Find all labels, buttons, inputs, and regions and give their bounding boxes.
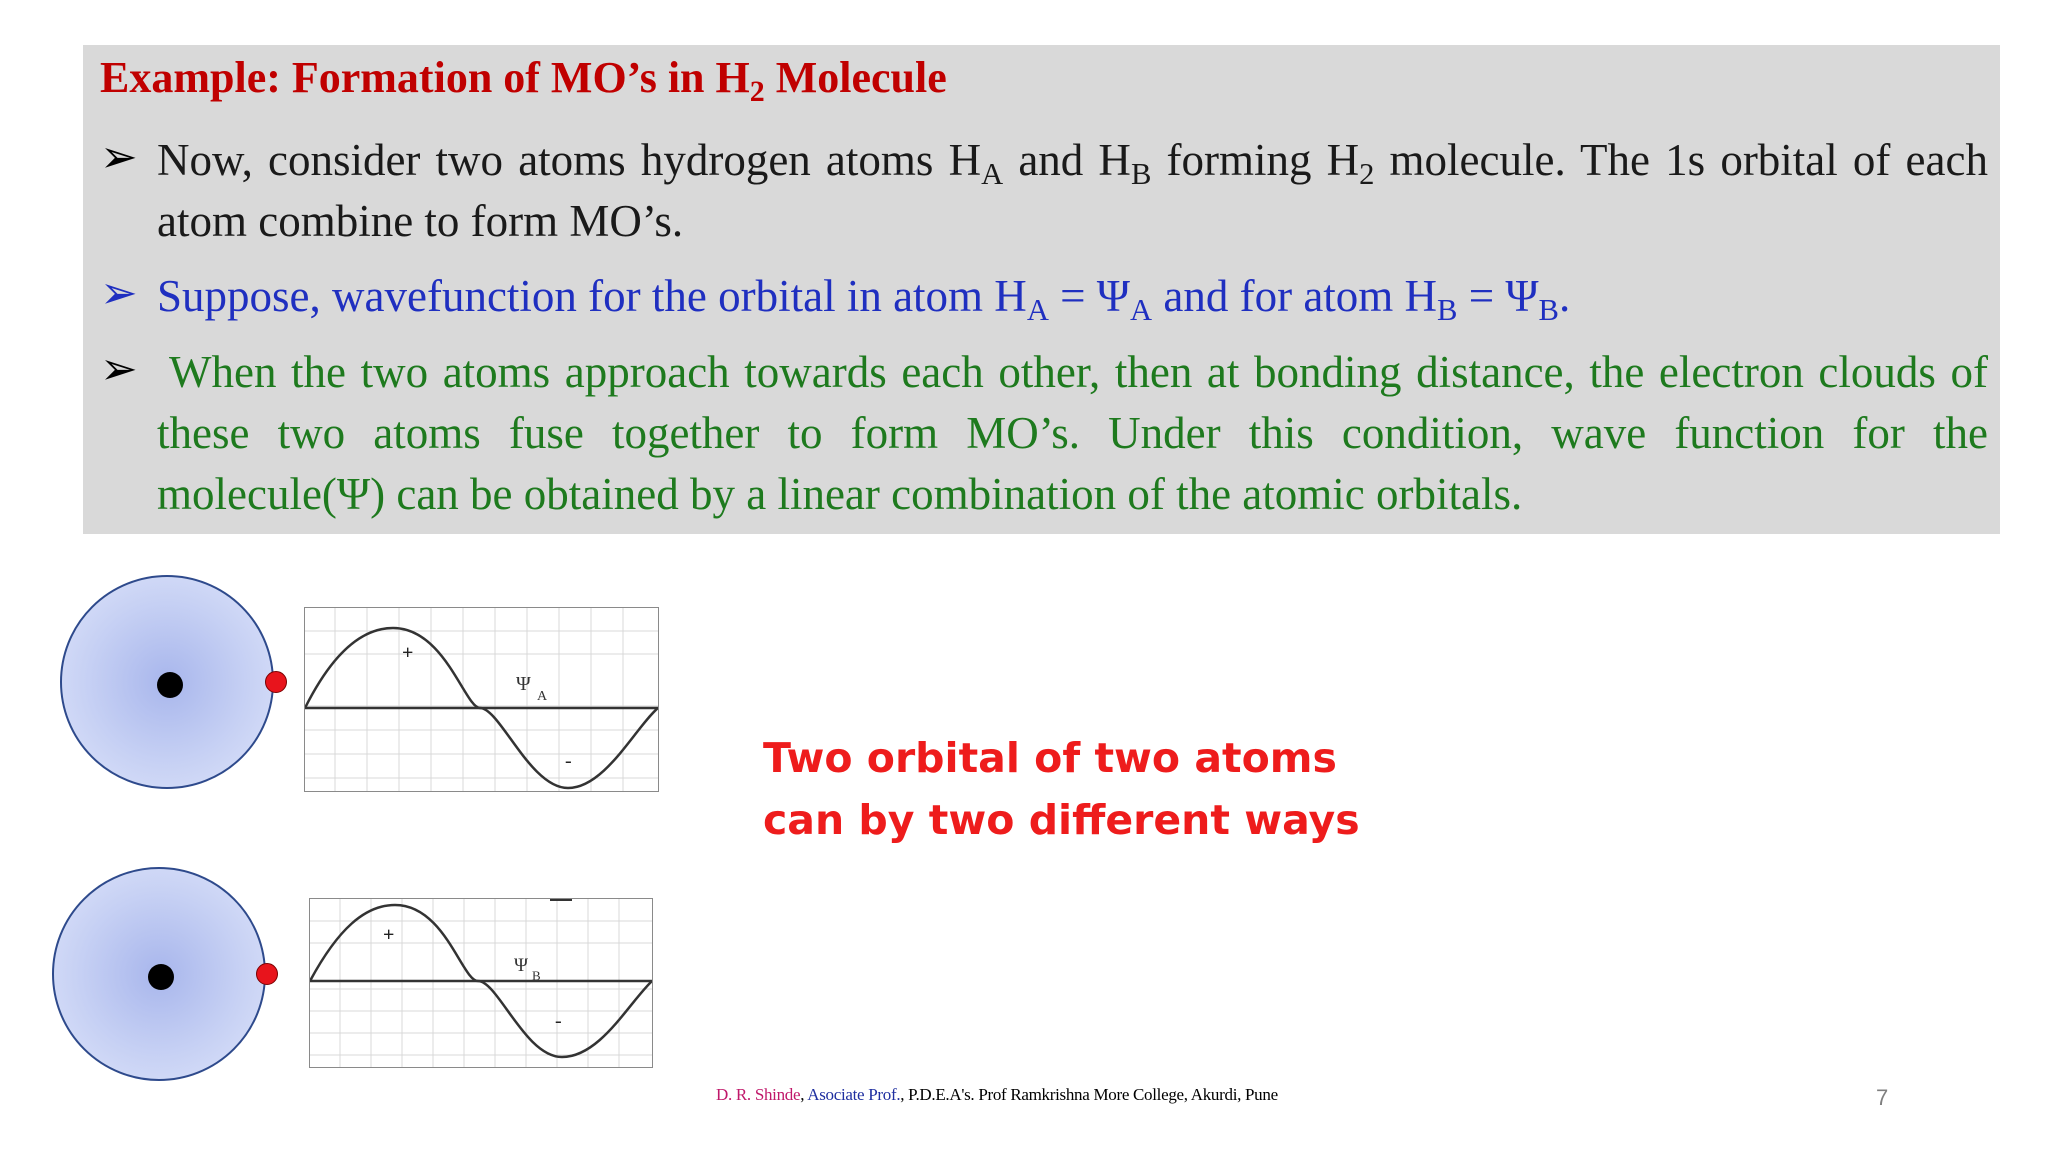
bullet-3-text: When the two atoms approach towards each other, then at bonding distance, the electron clouds of these two atoms fuse together to form MO’s. Under this condition, wave function for the molecule(Ψ) can be obtained by a linear combination of the atomic orbitals. [157, 347, 1988, 519]
callout-line-2: can by two different ways [763, 796, 1360, 844]
wave-a-minus: - [565, 750, 572, 772]
atom-a-nucleus [157, 672, 183, 698]
bullet-arrow-icon: ➢ [100, 132, 138, 182]
page-number: 7 [1876, 1085, 1889, 1110]
bullet-3 [100, 342, 1988, 525]
wave-b-plus: + [383, 924, 395, 946]
wave-a-plus: + [402, 642, 414, 664]
bullet-1-text: Now, consider two atoms hydrogen atoms $H_A$ and $H_B$ forming $H_2$ molecule. The 1s orbital of each atom combine to form MO’s. [157, 135, 1988, 246]
wavefunction-b-graph [309, 898, 653, 1068]
bullet-2-text: Suppose, wavefunction for the orbital in atom $H_A = \Psi_A$ and for atom $H_B = \Psi_B$. [157, 271, 1571, 328]
atom-a-electron [265, 671, 287, 693]
footer-role: Asociate Prof. [807, 1085, 901, 1104]
wave-a-psi-sub: A [537, 689, 548, 704]
wave-b-minus: - [555, 1010, 562, 1032]
bullet-2 [100, 266, 1988, 327]
wave-b-svg [310, 899, 652, 1067]
slide-title: Example: Formation of MO’s in $H_2$ Molecule [100, 53, 947, 108]
atom-b-electron [256, 963, 278, 985]
footer-credit: D. R. Shinde, Asociate Prof., P.D.E.A's. Prof Ramkrishna More College, Akurdi, Pune [716, 1085, 1278, 1104]
wave-b-psi: Ψ [514, 955, 529, 976]
footer-institution: , P.D.E.A's. Prof Ramkrishna More College, Akurdi, Pune [900, 1085, 1278, 1104]
callout-line-1: Two orbital of two atoms [763, 734, 1337, 782]
wave-a-psi: Ψ [516, 673, 531, 695]
wave-b-psi-sub: B [532, 968, 541, 983]
callout-text [763, 727, 1360, 851]
footer-name: D. R. Shinde [716, 1085, 801, 1104]
bullet-arrow-icon: ➢ [100, 344, 138, 394]
atom-b-nucleus [148, 964, 174, 990]
bullet-1 [100, 130, 1988, 252]
wavefunction-a-graph [304, 607, 659, 792]
wave-a-svg [305, 608, 658, 791]
bullet-arrow-icon: ➢ [100, 268, 138, 318]
